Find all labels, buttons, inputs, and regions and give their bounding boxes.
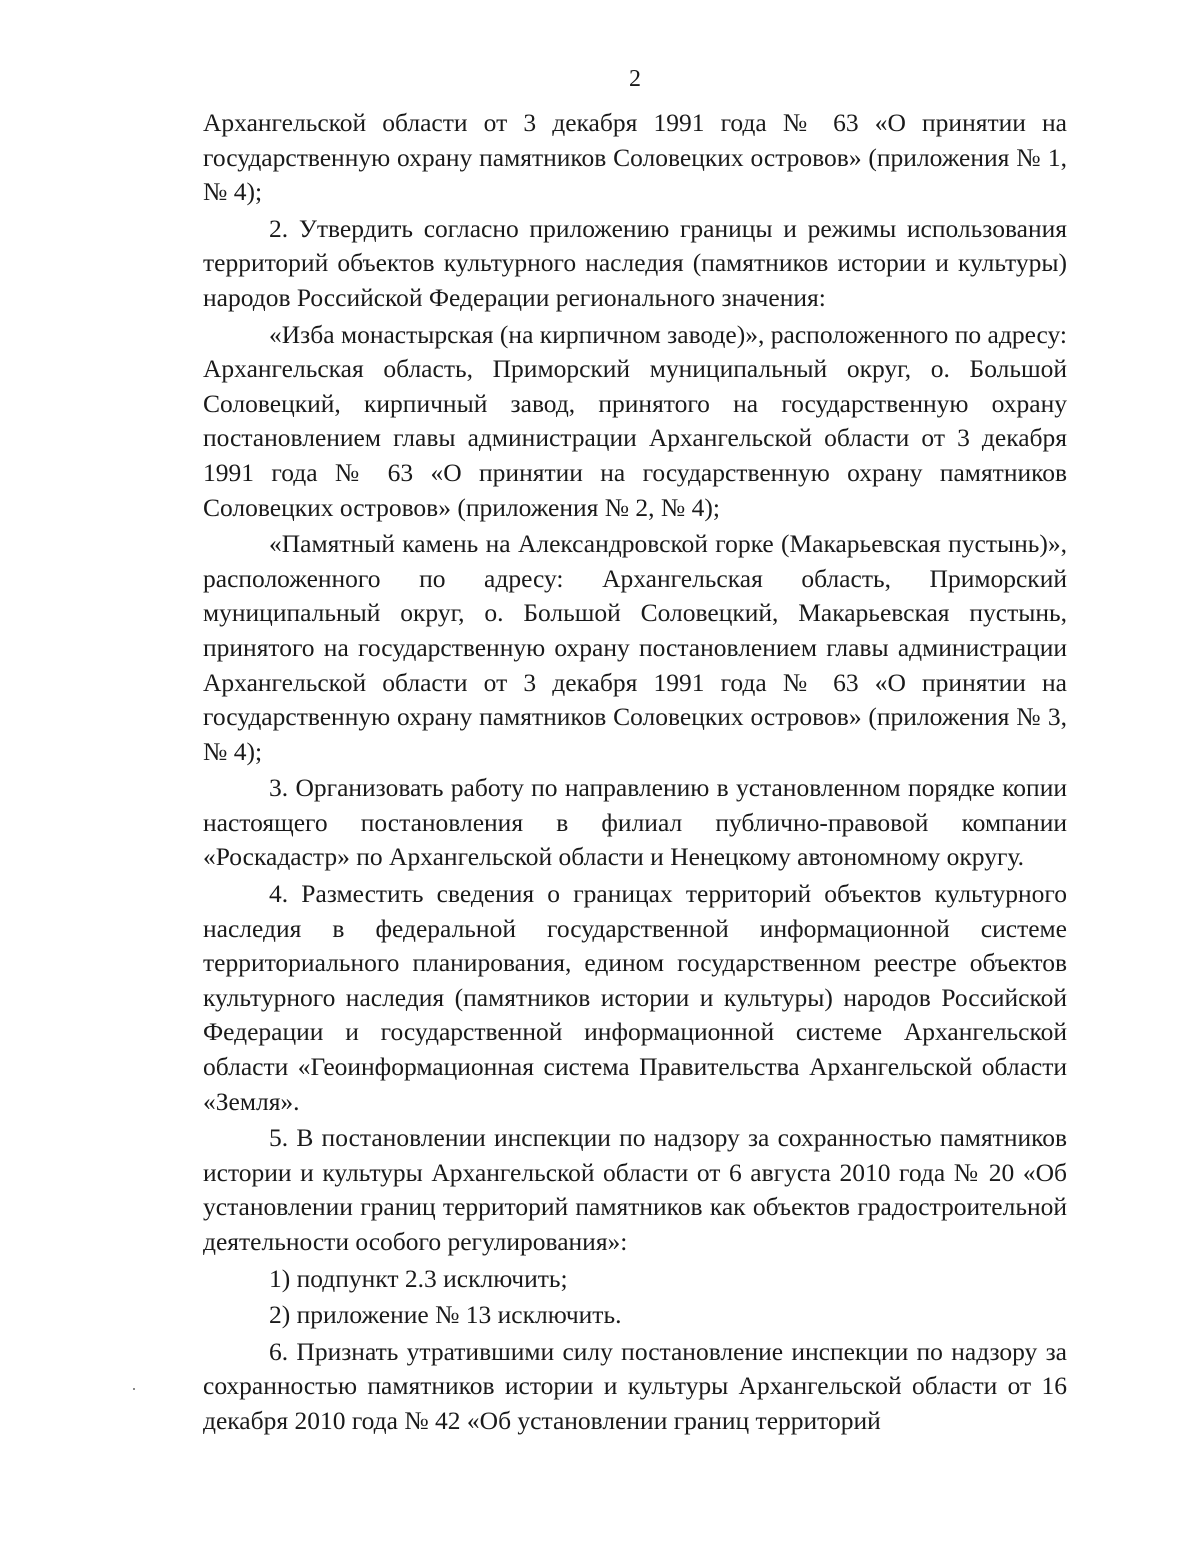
paragraph-item-4: 4. Разместить сведения о границах территорий объектов культурного наследия в федеральной государственной информационной системе территориального планирования, едином государственном реестре объектов культурного наследия (памятников истории и культуры) народов Российской Федерации и государственной информационной системе Архангельской области «Геоинформационная система Правительства Архангельской области «Земля». [203, 879, 1067, 1116]
paragraph-continuation: Архангельской области от 3 декабря 1991 года № 63 «О принятии на государственную охрану памятников Соловецких островов» (приложения № 1, № 4); [203, 108, 1067, 207]
document-body [203, 106, 1067, 1439]
paragraph-item-5: 5. В постановлении инспекции по надзору за сохранностью памятников истории и культуры Архангельской области от 6 августа 2010 года № 20 «Об установлении границ территорий памятников как объектов градостроительной деятельности особого регулирования»: [203, 1123, 1067, 1256]
paragraph-subitem-1: 1) подпункт 2.3 исключить; [269, 1263, 568, 1293]
paragraph-monastery-hut: «Изба монастырская (на кирпичном заводе)», расположенного по адресу: Архангельская область, Приморский муниципальный округ, о. Большой Соловецкий, кирпичный завод, принятого на государственную охрану постановлением главы администрации Архангельской области от 3 декабря 1991 года № 63 «О принятии на государственную охрану памятников Соловецких островов» (приложения № 2, № 4); [203, 319, 1067, 522]
paragraph-memorial-stone: «Памятный камень на Александровской горке (Макарьевская пустынь)», расположенного по адресу: Архангельская область, Приморский муниципальный округ, о. Большой Соловецкий, Макарьевская пустынь, принятого на государственную охрану постановлением главы администрации Архангельской области от 3 декабря 1991 года № 63 «О принятии на государственную охрану памятников Соловецких островов» (приложения № 3, № 4); [203, 529, 1067, 766]
paragraph-subitem-2: 2) приложение № 13 исключить. [269, 1300, 622, 1330]
paragraph-item-3: 3. Организовать работу по направлению в установленном порядке копии настоящего постановления в филиал публично-правовой компании «Роскадастр» по Архангельской области и Ненецкому автономному округу. [203, 773, 1067, 872]
page-number: 2 [629, 66, 641, 92]
paragraph-item-2: 2. Утвердить согласно приложению границы и режимы использования территорий объектов культурного наследия (памятников истории и культуры) народов Российской Федерации регионального значения: [203, 213, 1067, 312]
scan-speck [133, 1388, 135, 1390]
paragraph-item-6: 6. Признать утратившими силу постановление инспекции по надзору за сохранностью памятников истории и культуры Архангельской области от 16 декабря 2010 года № 42 «Об установлении границ территорий [203, 1336, 1067, 1435]
